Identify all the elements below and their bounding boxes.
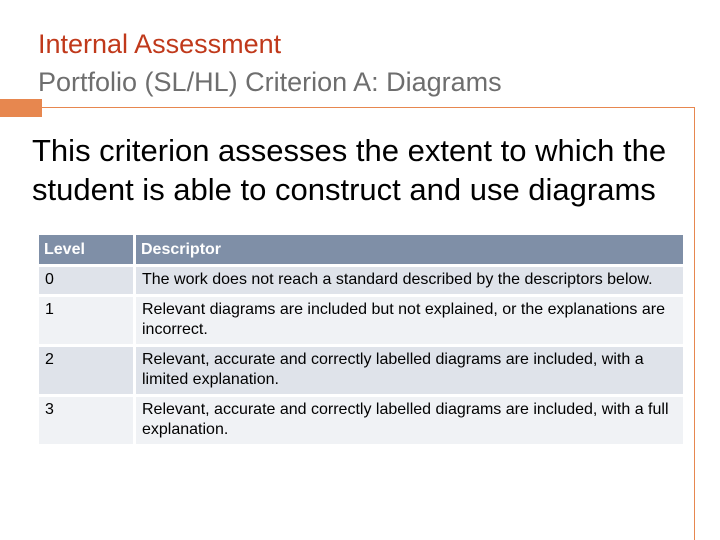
criteria-table [36, 232, 686, 447]
table-row [39, 347, 683, 394]
table-header-row [39, 235, 683, 264]
level-cell: 0 [39, 267, 133, 294]
body-text: This criterion assesses the extent to which the student is able to construct and use diagrams [32, 133, 667, 207]
header-descriptor: Descriptor [136, 235, 683, 264]
level-cell: 1 [39, 297, 133, 344]
descriptor-text: The work does not reach a standard described by the descriptors below. [142, 271, 653, 288]
descriptor-cell [136, 267, 683, 294]
descriptor-text: Relevant, accurate and correctly labelled diagrams are included, with a full explanation. [142, 401, 669, 438]
descriptor-text: Relevant, accurate and correctly labelled diagrams are included, with a [142, 351, 644, 368]
horizontal-divider [42, 107, 694, 108]
level-cell: 2 [39, 347, 133, 394]
level-cell: 3 [39, 397, 133, 444]
vertical-divider [694, 107, 695, 540]
descriptor-cell [136, 297, 683, 344]
accent-square [0, 99, 42, 117]
header-level: Level [39, 235, 133, 264]
descriptor-cell [136, 347, 683, 394]
table-row [39, 297, 683, 344]
slide-title-primary: Internal Assessment [38, 29, 282, 59]
descriptor-cell [136, 397, 683, 444]
descriptor-text: limited explanation. [142, 371, 279, 388]
descriptor-text: Relevant diagrams are included but not explained, or the explanations are incorrect. [142, 301, 665, 338]
table-row [39, 397, 683, 444]
slide-title-secondary: Portfolio (SL/HL) Criterion A: Diagrams [38, 67, 502, 97]
table-row [39, 267, 683, 294]
